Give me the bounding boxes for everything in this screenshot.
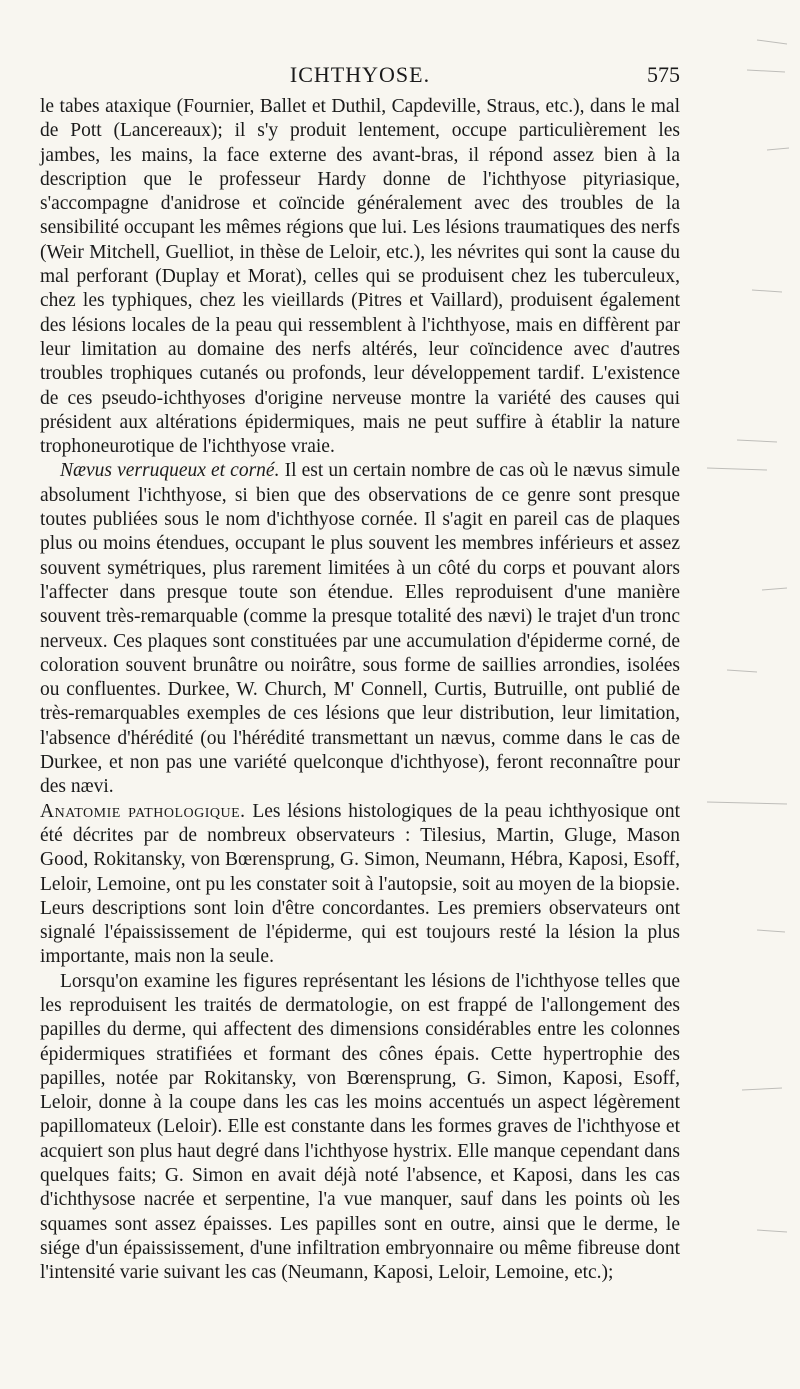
paragraph-1 [40, 95, 680, 459]
running-title: ICHTHYOSE. [289, 62, 431, 87]
paragraph-anatomie-text: Les lésions histologiques de la peau ichthyosique ont été décrites par de nombreux observateurs : Tilesius, Martin, Gluge, Mason Good, Rokitansky, von Bœrensprung, G. Simon, Neumann, Hébra, Kaposi, Esoff, Leloir, Lemoine, ont pu les constater soit à l'autopsie, soit au moyen de la biopsie. Leurs descriptions sont loin d'être concordantes. Les premiers observateurs ont signalé l'épaississement de l'épiderme, qui est toujours resté la lésion la plus importante, mais non la seule. [40, 800, 680, 968]
paragraph-naevus-lead: Nævus verruqueux et corné. [60, 460, 280, 482]
paragraph-anatomie [40, 800, 680, 970]
paragraph-anatomie-lead: Anatomie pathologique. [40, 800, 246, 822]
body-text [40, 95, 680, 1286]
paragraph-1-text: le tabes ataxique (Fournier, Ballet et Duthil, Capdeville, Straus, etc.), dans le mal de Pott (Lancereaux); il s'y produit lentement, occupe particulièrement les jambes, les mains, la face externe des avant-bras, il répond assez bien à la description que le professeur Hardy donne de l'ichthyose pityriasique, s'accompagne d'anidrose et coïncide généralement avec des troubles de la sensibilité occupant les mêmes régions que lui. Les lésions traumatiques des nerfs (Weir Mitchell, Guelliot, in thèse de Leloir, etc.), les névrites qui sont la cause du mal perforant (Duplay et Morat), celles qui se produisent chez les tuberculeux, chez les typhiques, chez les vieillards (Pitres et Vaillard), produisent également des lésions locales de la peau qui ressemblent à l'ichthyose, mais en diffèrent par leur limitation au domaine des nerfs altérés, leur coïncidence avec d'autres troubles trophiques cutanés ou profonds, leur développement tardif. L'existence de ces pseudo-ichthyoses d'origine nerveuse montre la variété des causes qui président aux altérations épidermiques, mais ne peut suffire à établir la nature trophoneurotique de l'ichthyose vraie. [40, 96, 680, 458]
paragraph-papilles-text: Lorsqu'on examine les figures représentant les lésions de l'ichthyose telles que les reproduisent les traités de dermatologie, on est frappé de l'allongement des papilles du derme, qui affectent des dimensions considérables entre les colonnes épidermiques stratifiées et formant des cônes épais. Cette hypertrophie des papilles, notée par Rokitansky, von Bœrensprung, G. Simon, Kaposi, Esoff, Leloir, donne à la coupe dans les cas les moins accentués un aspect légèrement papillomateux (Leloir). Elle est constante dans les formes graves de l'ichthyose et acquiert son plus haut degré dans l'ichthyose hystrix. Elle manque cependant dans quelques faits; G. Simon en avait déjà noté l'absence, et Kaposi, dans les cas d'ichthysose nacrée et serpentine, l'a vue manquer, sauf dans les points où les squames sont assez épaisses. Les papilles sont en outre, ainsi que le derme, le siége d'un épaississement, d'une infiltration embryonnaire ou même fibreuse dont l'intensité varie suivant les cas (Neumann, Kaposi, Leloir, Lemoine, etc.); [40, 970, 680, 1284]
page-header [40, 62, 680, 96]
paragraph-papilles [40, 970, 680, 1286]
page-number: 575 [647, 62, 680, 87]
paragraph-naevus [40, 459, 680, 799]
paragraph-naevus-text: Il est un certain nombre de cas où le nævus simule absolument l'ichthyose, si bien que des observations de ce genre sont presque toutes publiées sous le nom d'ichthyose cornée. Il s'agit en pareil cas de plaques plus ou moins étendues, occupant le plus souvent les membres inférieurs et assez souvent symétriques, plus rarement limitées à un côté du corps et pouvant alors l'affecter dans presque toute son étendue. Elles reproduisent d'une manière souvent très-remarquable (comme la presque totalité des nævi) le trajet d'un tronc nerveux. Ces plaques sont constituées par une accumulation d'épiderme corné, de coloration souvent brunâtre ou noirâtre, sous forme de saillies arrondies, isolées ou confluentes. Durkee, W. Church, M' Connell, Curtis, Butruille, ont publié de très-remarquables exemples de ces lésions que leur distribution, leur limitation, l'absence d'hérédité (ou l'hérédité transmettant un nævus, comme dans le cas de Durkee, et non pas une variété quelconque d'ichthyose), feront reconnaître pour des nævi. [40, 460, 680, 798]
scan-margin-noise [697, 30, 792, 1360]
